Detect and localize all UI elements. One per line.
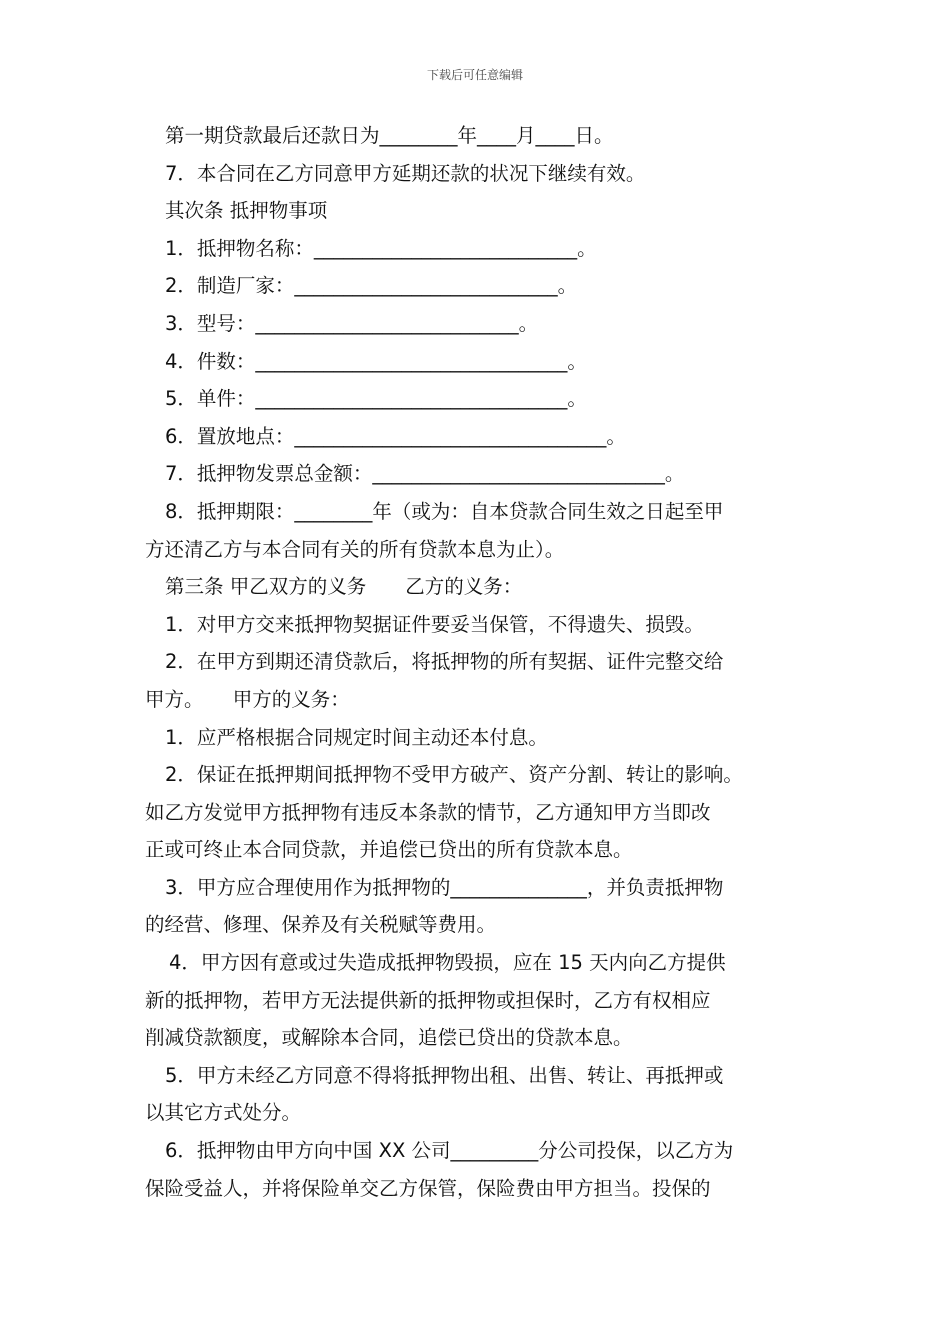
paragraph-line: 7．抵押物发票总金额：______________________________。 [165,462,685,486]
paragraph-line: 7．本合同在乙方同意甲方延期还款的状况下继续有效。 [165,161,646,185]
paragraph-line: 削减贷款额度，或解除本合同，追偿已贷出的贷款本息。 [145,1026,633,1050]
paragraph-line: 6．置放地点：________________________________。 [165,424,626,448]
paragraph-line: 甲方。 甲方的义务： [145,687,350,711]
paragraph-line: 3．甲方应合理使用作为抵押物的______________，并负责抵押物 [165,875,724,899]
paragraph-line: 4．甲方因有意或过失造成抵押物毁损，应在 15 天内向乙方提供 [169,951,726,975]
header-note: 下载后可任意编辑 [426,68,523,82]
paragraph-line: 的经营、修理、保养及有关税赋等费用。 [145,913,497,937]
paragraph-line: 第一期贷款最后还款日为________年____月____日。 [165,124,614,147]
paragraph-line: 2．保证在抵押期间抵押物不受甲方破产、资产分割、转让的影响。 [165,763,743,787]
paragraph-line: 以其它方式处分。 [145,1101,302,1125]
paragraph-line: 2．在甲方到期还清贷款后，将抵押物的所有契据、证件完整交给 [165,650,724,674]
paragraph-line: 新的抵押物，若甲方无法提供新的抵押物或担保时，乙方有权相应 [145,988,711,1012]
paragraph-line: 2．制造厂家：___________________________。 [165,274,578,298]
paragraph-line: 6．抵押物由甲方向中国 XX 公司_________分公司投保，以乙方为 [165,1139,734,1163]
section-heading: 其次条 抵押物事项 [165,199,328,223]
section-heading: 第三条 甲乙双方的义务 乙方的义务： [165,575,523,599]
paragraph-line: 5．单件：________________________________。 [165,387,587,411]
document-body [145,117,825,1207]
paragraph-line: 3．型号：___________________________。 [165,311,539,335]
paragraph-line: 如乙方发觉甲方抵押物有违反本条款的情节，乙方通知甲方当即改 [145,800,711,824]
paragraph-line: 5．甲方未经乙方同意不得将抵押物出租、出售、转让、再抵押或 [165,1063,724,1087]
paragraph-line: 正或可终止本合同贷款，并追偿已贷出的所有贷款本息。 [145,838,633,862]
paragraph-line: 保险受益人，并将保险单交乙方保管，保险费由甲方担当。投保的 [145,1176,711,1200]
paragraph-line: 8．抵押期限：________年（或为：自本贷款合同生效之日起至甲 [165,499,724,523]
paragraph-line: 方还清乙方与本合同有关的所有贷款本息为止）。 [145,537,565,561]
paragraph-line: 1．对甲方交来抵押物契据证件要妥当保管，不得遗失、损毁。 [165,612,704,636]
paragraph-line: 4．件数：________________________________。 [165,349,587,373]
paragraph-line: 1．应严格根据合同规定时间主动还本付息。 [165,725,548,749]
paragraph-line: 1．抵押物名称：___________________________。 [165,236,597,260]
